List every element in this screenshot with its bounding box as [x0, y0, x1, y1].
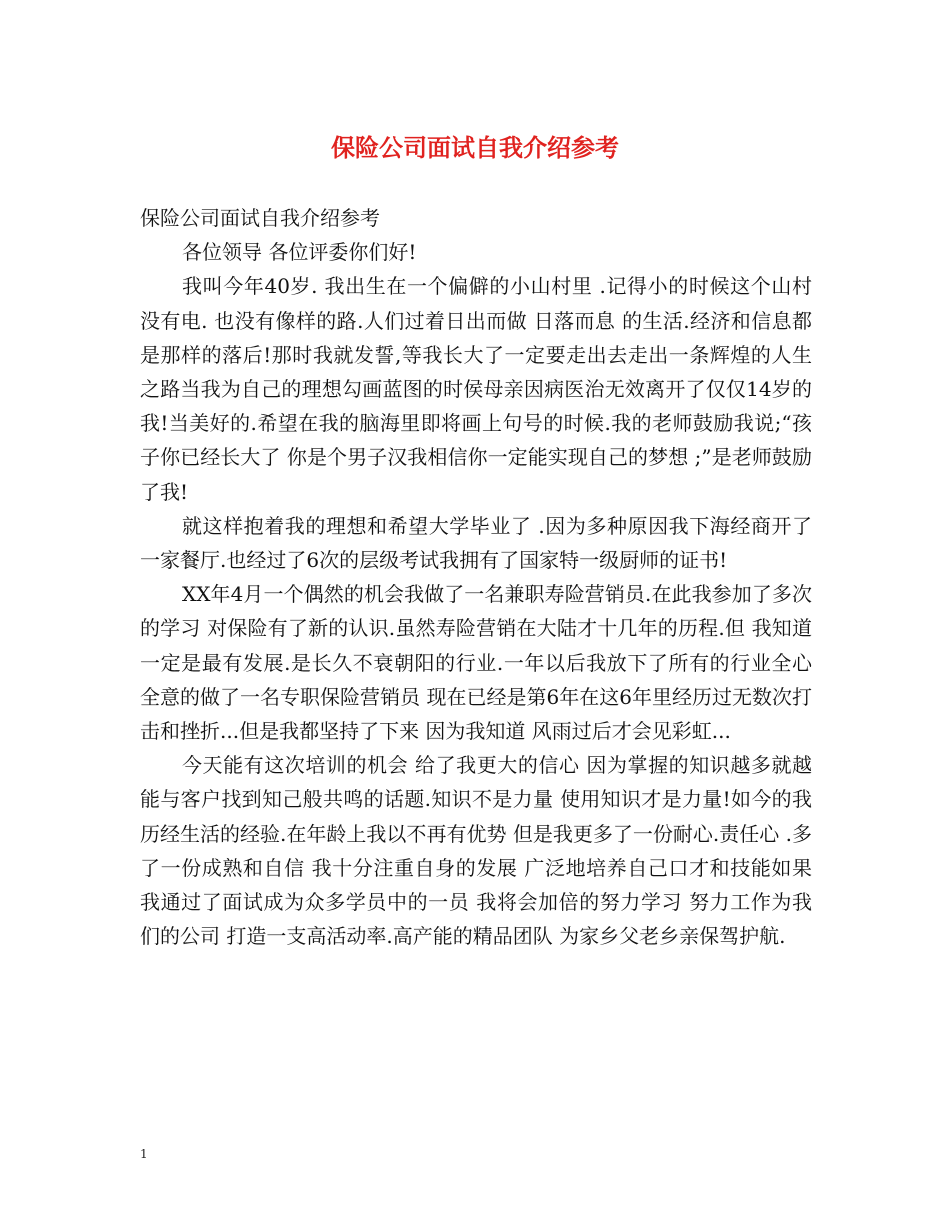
document-body — [140, 201, 812, 953]
page-number: 1 — [140, 1147, 148, 1161]
document-title: 保险公司面试自我介绍参考 — [331, 133, 619, 162]
body-paragraph: 我叫今年40岁. 我出生在一个偏僻的小山村里 .记得小的时候这个山村没有电. 也没有像样的路.人们过着日出而做 日落而息 的生活.经济和信息都是那样的落后!那时我就发誓,等我长大了一定要走出去走出一条辉煌的人生之路当我为自己的理想勾画蓝图的时侯母亲因病医治无效离开了仅仅14岁的我!当美好的.希望在我的脑海里即将画上句号的时候.我的老师鼓励我说;“孩子你已经长大了 你是个男子汉我相信你一定能实现自己的梦想 ;”是老师鼓励了我! — [140, 274, 812, 504]
body-paragraph: 今天能有这次培训的机会 给了我更大的信心 因为掌握的知识越多就越能与客户找到知己般共鸣的话题.知识不是力量 使用知识才是力量!如今的我历经生活的经验.在年龄上我以不再有优势 但是我更多了一份耐心.责任心 .多了一份成熟和自信 我十分注重自身的发展 广泛地培养自己口才和技能如果我通过了面试成为众多学员中的一员 我将会加倍的努力学习 努力工作为我们的公司 打造一支高活动率.高产能的精品团队 为家乡父老乡亲保驾护航. — [140, 753, 812, 949]
body-paragraph-heading: 保险公司面试自我介绍参考 — [140, 206, 380, 230]
body-paragraph-greeting: 各位领导 各位评委你们好! — [182, 240, 417, 265]
body-paragraph: XX年4月一个偶然的机会我做了一名兼职寿险营销员.在此我参加了多次的学习 对保险有了新的认识.虽然寿险营销在大陆才十几年的历程.但 我知道一定是最有发展.是长久不衰朝阳的行业.一年以后我放下了所有的行业全心全意的做了一名专职保险营销员 现在已经是第6年在这6年里经历过无数次打击和挫折...但是我都坚持了下来 因为我知道 风雨过后才会见彩虹... — [140, 582, 812, 744]
body-paragraph: 就这样抱着我的理想和希望大学毕业了 .因为多种原因我下海经商开了一家餐厅.也经过了6次的层级考试我拥有了国家特一级厨师的证书! — [140, 513, 812, 573]
